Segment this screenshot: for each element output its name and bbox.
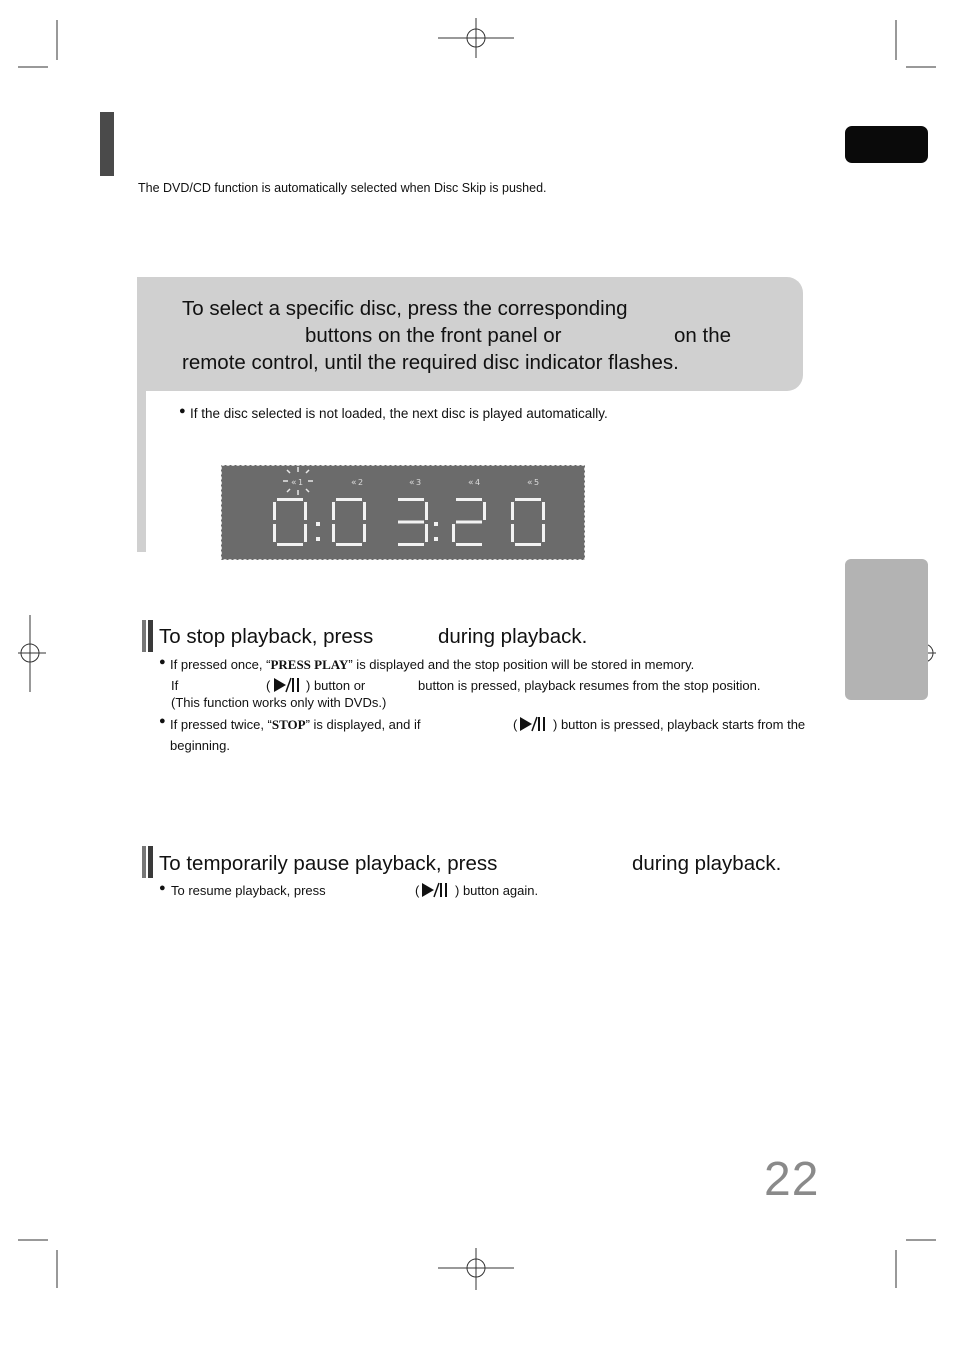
chapter-tab-grey <box>845 559 928 700</box>
stop-bullet-2 <box>170 716 421 734</box>
stop-b1-l2-a: If <box>171 678 179 693</box>
svg-text:«: « <box>527 478 533 488</box>
pause-heading-bars <box>142 846 154 878</box>
disc-select-bullet: If the disc selected is not loaded, the next disc is played automatically. <box>190 406 608 421</box>
pause-b1-c: ) button again. <box>455 883 539 898</box>
pause-heading-b: during playback. <box>632 852 782 875</box>
stop-b1-l2-b: ( <box>266 678 271 693</box>
front-display-panel <box>221 465 585 560</box>
stop-b2-pre: If pressed twice, “ <box>170 717 272 732</box>
time-digit <box>332 498 366 546</box>
time-digit <box>273 498 307 546</box>
disc-indicator-3 <box>409 478 421 488</box>
pause-heading-a: To temporarily pause playback, press <box>159 852 498 875</box>
disc-indicator-5 <box>527 478 539 488</box>
stop-b2-c: ) button is pressed, playback starts from the <box>553 717 806 732</box>
svg-text:«: « <box>291 478 297 488</box>
stop-b1-key: PRESS PLAY <box>270 657 349 672</box>
pause-b1-b: ( <box>415 883 420 898</box>
stop-b1-l3: (This function works only with DVDs.) <box>171 695 387 710</box>
bullet-dot: ● <box>159 656 166 668</box>
pause-b1-a: To resume playback, press <box>171 883 326 898</box>
svg-text:«: « <box>409 478 415 488</box>
stop-b1-pre: If pressed once, “ <box>170 657 271 672</box>
intro-note: The DVD/CD function is automatically selected when Disc Skip is pushed. <box>138 181 547 195</box>
time-digit <box>398 498 428 546</box>
time-colon-dot <box>316 522 320 526</box>
play-pause-icon <box>274 677 302 693</box>
disc-select-line2a: buttons on the front panel or <box>305 324 562 347</box>
stop-bullet-1 <box>170 656 694 674</box>
bullet-dot: ● <box>179 405 186 417</box>
svg-text:«: « <box>351 478 357 488</box>
stop-b1-l2-c: ) button or <box>306 678 366 693</box>
display-graphic <box>221 465 585 560</box>
disc-select-line3: remote control, until the required disc indicator flashes. <box>182 351 679 374</box>
time-colon-dot <box>434 522 438 526</box>
chapter-tab-black <box>845 126 928 163</box>
time-digit <box>511 498 545 546</box>
svg-text:5: 5 <box>534 478 540 487</box>
disc-select-line1: To select a specific disc, press the corresponding <box>182 297 628 320</box>
page-number: 22 <box>764 1153 820 1206</box>
play-pause-icon <box>520 716 548 732</box>
stop-heading-b: during playback. <box>438 625 588 648</box>
bullet-dot: ● <box>159 882 166 894</box>
stop-b2-l2: beginning. <box>170 738 230 753</box>
stop-b2-b: ( <box>513 717 518 732</box>
disc-indicator-4 <box>468 478 480 488</box>
svg-text:«: « <box>468 478 474 488</box>
disc-select-line2b: on the <box>674 324 731 347</box>
time-colon-dot <box>434 537 438 541</box>
svg-text:1: 1 <box>298 478 304 487</box>
svg-text:2: 2 <box>358 478 364 487</box>
disc-panel-side-strip <box>137 391 146 552</box>
disc-indicator-1 <box>291 478 303 488</box>
svg-text:3: 3 <box>416 478 422 487</box>
stop-b1-l2-d: button is pressed, playback resumes from the stop position. <box>418 678 761 693</box>
svg-text:4: 4 <box>475 478 481 487</box>
disc-indicator-2 <box>351 478 363 488</box>
bullet-dot: ● <box>159 715 166 727</box>
stop-heading-a: To stop playback, press <box>159 625 374 648</box>
time-colon-dot <box>316 537 320 541</box>
stop-b2-post: ” is displayed, and if <box>305 717 421 732</box>
section-title-bar <box>100 112 114 176</box>
stop-b1-post: ” is displayed and the stop position will be stored in memory. <box>348 657 695 672</box>
stop-heading-bars <box>142 620 154 652</box>
stop-b2-key: STOP <box>271 717 306 732</box>
time-digit <box>452 498 486 546</box>
play-pause-icon <box>422 882 450 898</box>
